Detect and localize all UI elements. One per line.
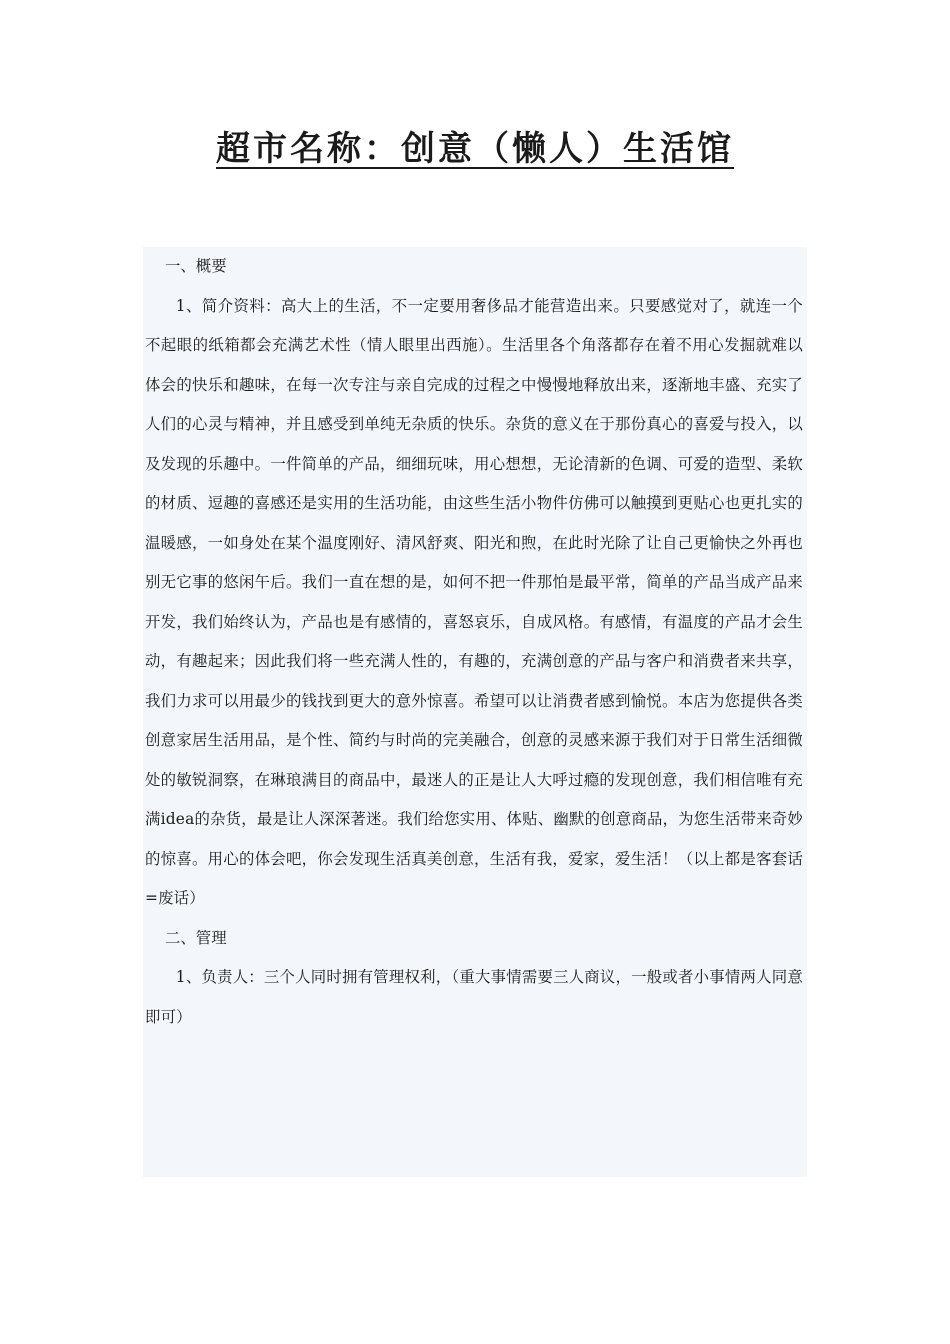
paragraph-responsible-person: 1、负责人：三个人同时拥有管理权利，（重大事情需要三人商议，一般或者小事情两人同意即可） — [145, 968, 803, 1026]
section-heading-management: 二、管理 — [165, 928, 227, 947]
document-title-text: 超市名称：创意（懒人）生活馆 — [216, 129, 734, 169]
document-body — [143, 247, 807, 1177]
paragraph-introduction: 1、简介资料：高大上的生活，不一定要用奢侈品才能营造出来。只要感觉对了，就连一个不起眼的纸箱都会充满艺术性（情人眼里出西施）。生活里各个角落都存在着不用心发掘就难以体会的快乐和趣味，在每一次专注与亲自完成的过程之中慢慢地释放出来，逐渐地丰盛、充实了人们的心灵与精神，并且感受到单纯无杂质的快乐。杂货的意义在于那份真心的喜爱与投入，以及发现的乐趣中。一件简单的产品，细细玩味，用心想想，无论清新的色调、可爱的造型、柔软的材质、逗趣的喜感还是实用的生活功能，由这些生活小物件仿佛可以触摸到更贴心也更扎实的温暖感，一如身处在某个温度刚好、清风舒爽、阳光和煦，在此时光除了让自己更愉快之外再也别无它事的悠闲午后。我们一直在想的是，如何不把一件那怕是最平常，简单的产品当成产品来开发，我们始终认为，产品也是有感情的，喜怒哀乐，自成风格。有感情，有温度的产品才会生动，有趣起来；因此我们将一些充满人性的，有趣的，充满创意的产品与客户和消费者来共享，我们力求可以用最少的钱找到更大的意外惊喜。希望可以让消费者感到愉悦。本店为您提供各类创意家居生活用品，是个性、简约与时尚的完美融合，创意的灵感来源于我们对于日常生活细微处的敏锐洞察，在琳琅满目的商品中，最迷人的正是让人大呼过瘾的发现创意，我们相信唯有充满idea的杂货，最是让人深深著迷。我们给您实用、体贴、幽默的创意商品，为您生活带来奇妙的惊喜。用心的体会吧，你会发现生活真美创意，生活有我，爱家，爱生活！（以上都是客套话=废话） — [145, 296, 803, 907]
section-heading-overview: 一、概要 — [165, 257, 227, 275]
document-title — [0, 124, 950, 174]
